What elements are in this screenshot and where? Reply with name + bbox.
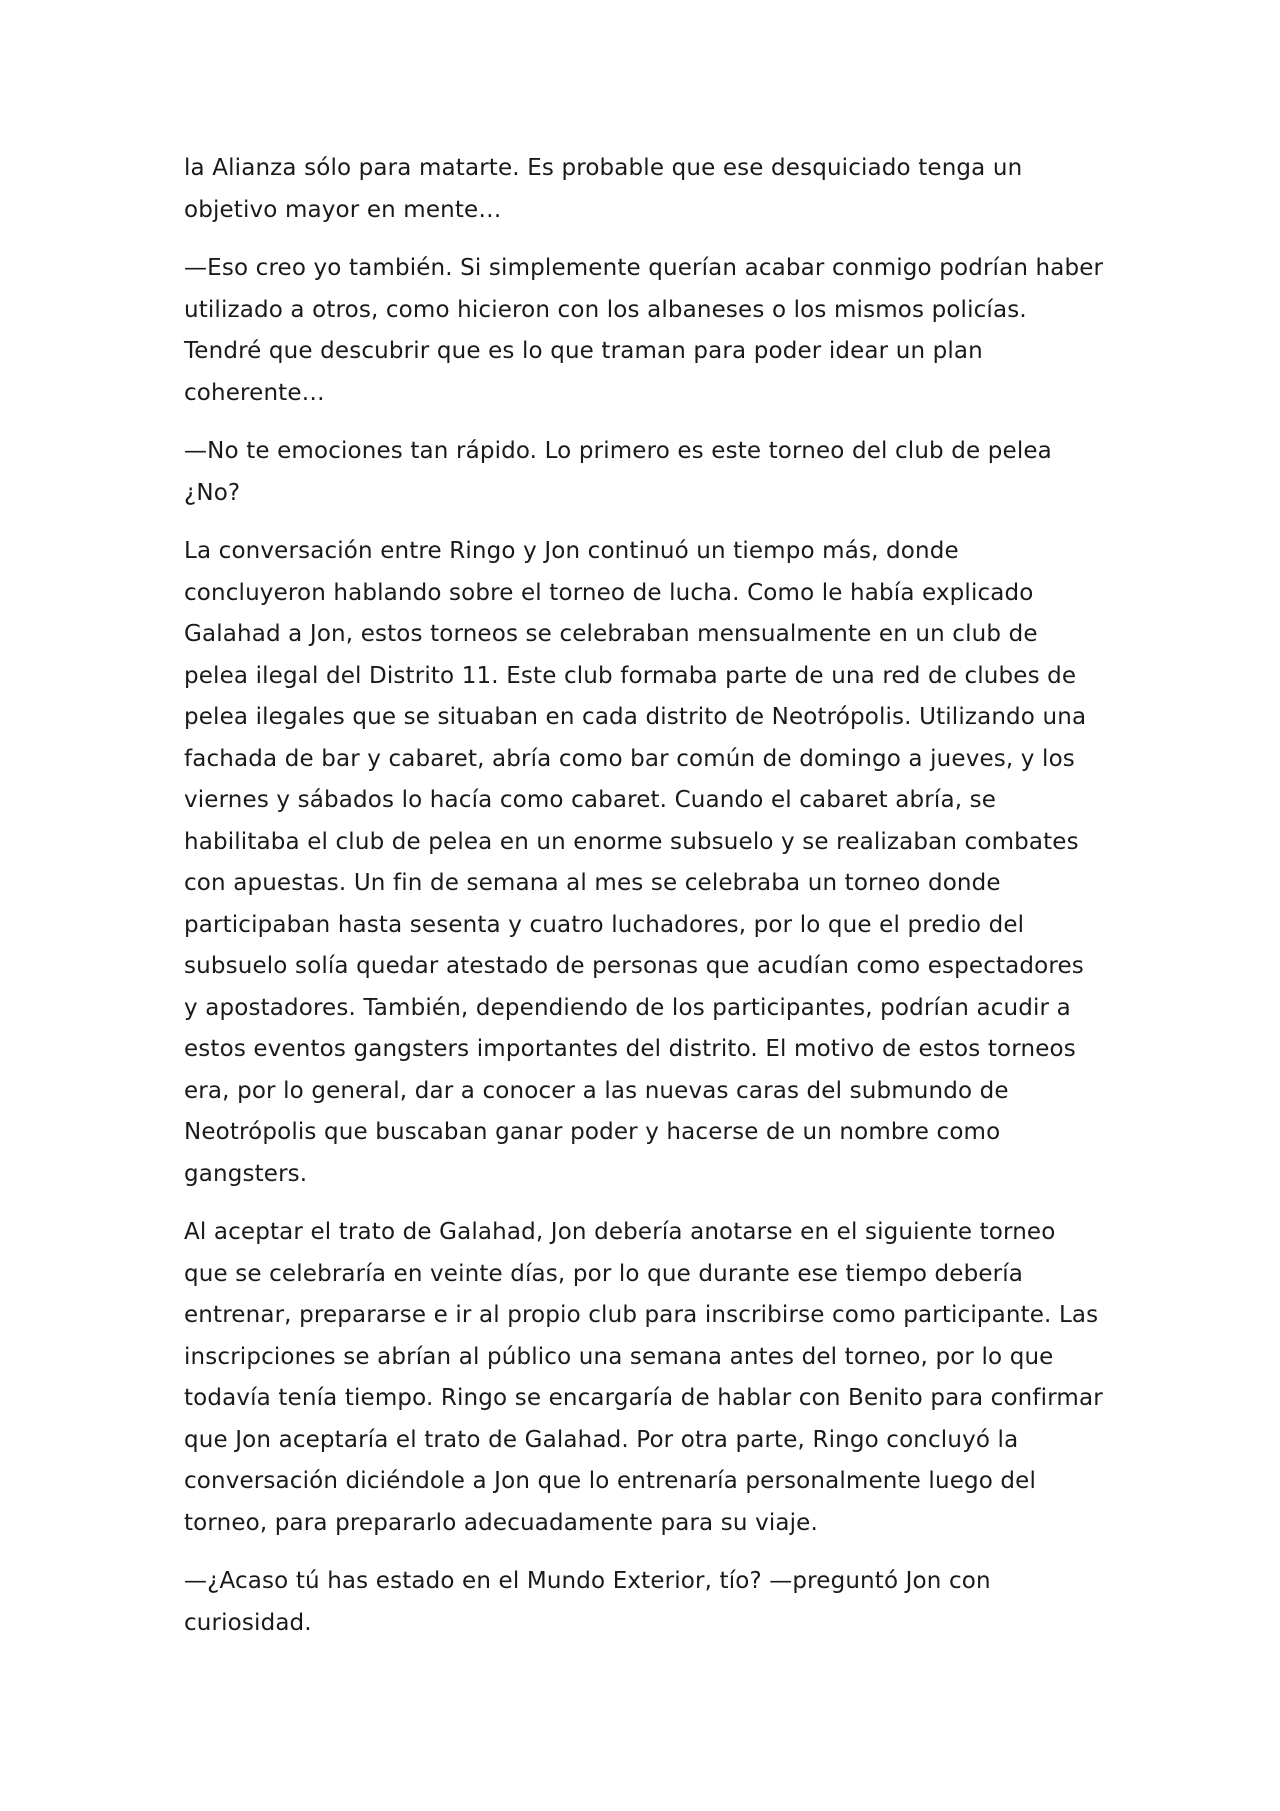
paragraph: —¿Acaso tú has estado en el Mundo Exterior, tío? —preguntó Jon con curiosidad.: [184, 1568, 991, 1636]
paragraph: —No te emociones tan rápido. Lo primero es este torneo del club de pelea ¿No?: [184, 438, 1052, 506]
paragraph: la Alianza sólo para matarte. Es probable que ese desquiciado tenga un objetivo mayor en mente…: [184, 155, 1023, 223]
paragraph: Al aceptar el trato de Galahad, Jon debería anotarse en el siguiente torneo que se celebraría en veinte días, por lo que durante ese tiempo debería entrenar, prepararse e ir al propio club para inscribirse como participante. Las inscripciones se abrían al público una semana antes del torneo, por lo que todavía tenía tiempo. Ringo se encargaría de hablar con Benito para confirmar que Jon aceptaría el trato de Galahad. Por otra parte, Ringo concluyó la conversación diciéndole a Jon que lo entrenaría personalmente luego del torneo, para prepararlo adecuadamente para su viaje.: [184, 1219, 1103, 1536]
paragraph: —Eso creo yo también. Si simplemente querían acabar conmigo podrían haber utilizado a otros, como hicieron con los albaneses o los mismos policías. Tendré que descubrir que es lo que traman para poder idear un plan coherente…: [184, 255, 1104, 406]
document-page: [184, 148, 1104, 1661]
paragraph: La conversación entre Ringo y Jon continuó un tiempo más, donde concluyeron hablando sobre el torneo de lucha. Como le había explicado Galahad a Jon, estos torneos se celebraban mensualmente en un club de pelea ilegal del Distrito 11. Este club formaba parte de una red de clubes de pelea ilegales que se situaban en cada distrito de Neotrópolis. Utilizando una fachada de bar y cabaret, abría como bar común de domingo a jueves, y los viernes y sábados lo hacía como cabaret. Cuando el cabaret abría, se habilitaba el club de pelea en un enorme subsuelo y se realizaban combates con apuestas. Un fin de semana al mes se celebraba un torneo donde participaban hasta sesenta y cuatro luchadores, por lo que el predio del subsuelo solía quedar atestado de personas que acudían como espectadores y apostadores. También, dependiendo de los participantes, podrían acudir a estos eventos gangsters importantes del distrito. El motivo de estos torneos era, por lo general, dar a conocer a las nuevas caras del submundo de Neotrópolis que buscaban ganar poder y hacerse de un nombre como gangsters.: [184, 538, 1087, 1187]
